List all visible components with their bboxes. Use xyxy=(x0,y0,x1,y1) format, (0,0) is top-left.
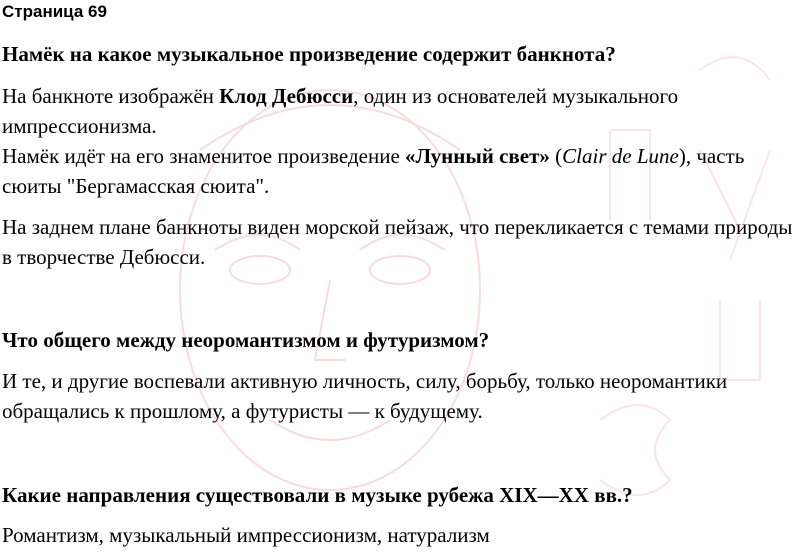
answer-1-paragraph-1 xyxy=(2,81,798,141)
question-2: Что общего между неоромантизмом и футуризмом? xyxy=(2,328,490,352)
answer-3: Романтизм, музыкальный импрессионизм, натурализм xyxy=(2,523,490,547)
answer-1-text-e: ), часть сюиты "Бергамасская сюита". xyxy=(2,144,745,198)
answer-1-paragraph-2 xyxy=(2,141,798,201)
page-label: Страница 69 xyxy=(2,2,107,21)
composer-name: Клод Дебюсси xyxy=(219,84,354,108)
answer-1-text-c: Намёк идёт на его знаменитое произведение xyxy=(2,144,406,168)
answer-1-text-a: На банкноте изображён xyxy=(2,84,220,108)
question-1: Намёк на какое музыкальное произведение содержит банкнота? xyxy=(2,42,616,66)
answer-1-text-b: , один из основателей музыкального импрессионизма. xyxy=(2,84,679,138)
work-title: «Лунный свет» xyxy=(405,144,550,168)
work-title-french: Clair de Lune xyxy=(562,144,679,168)
answer-1-paragraph-3: На заднем плане банкноты виден морской пейзаж, что перекликается с темами природы в творчестве Дебюсси. xyxy=(2,215,793,269)
answer-1-text-d: ( xyxy=(549,144,563,168)
answer-2: И те, и другие воспевали активную личность, силу, борьбу, только неоромантики обращались к прошлому, а футуристы — к будущему. xyxy=(2,369,728,423)
question-3: Какие направления существовали в музыке рубежа XIX—XX вв.? xyxy=(2,483,633,507)
